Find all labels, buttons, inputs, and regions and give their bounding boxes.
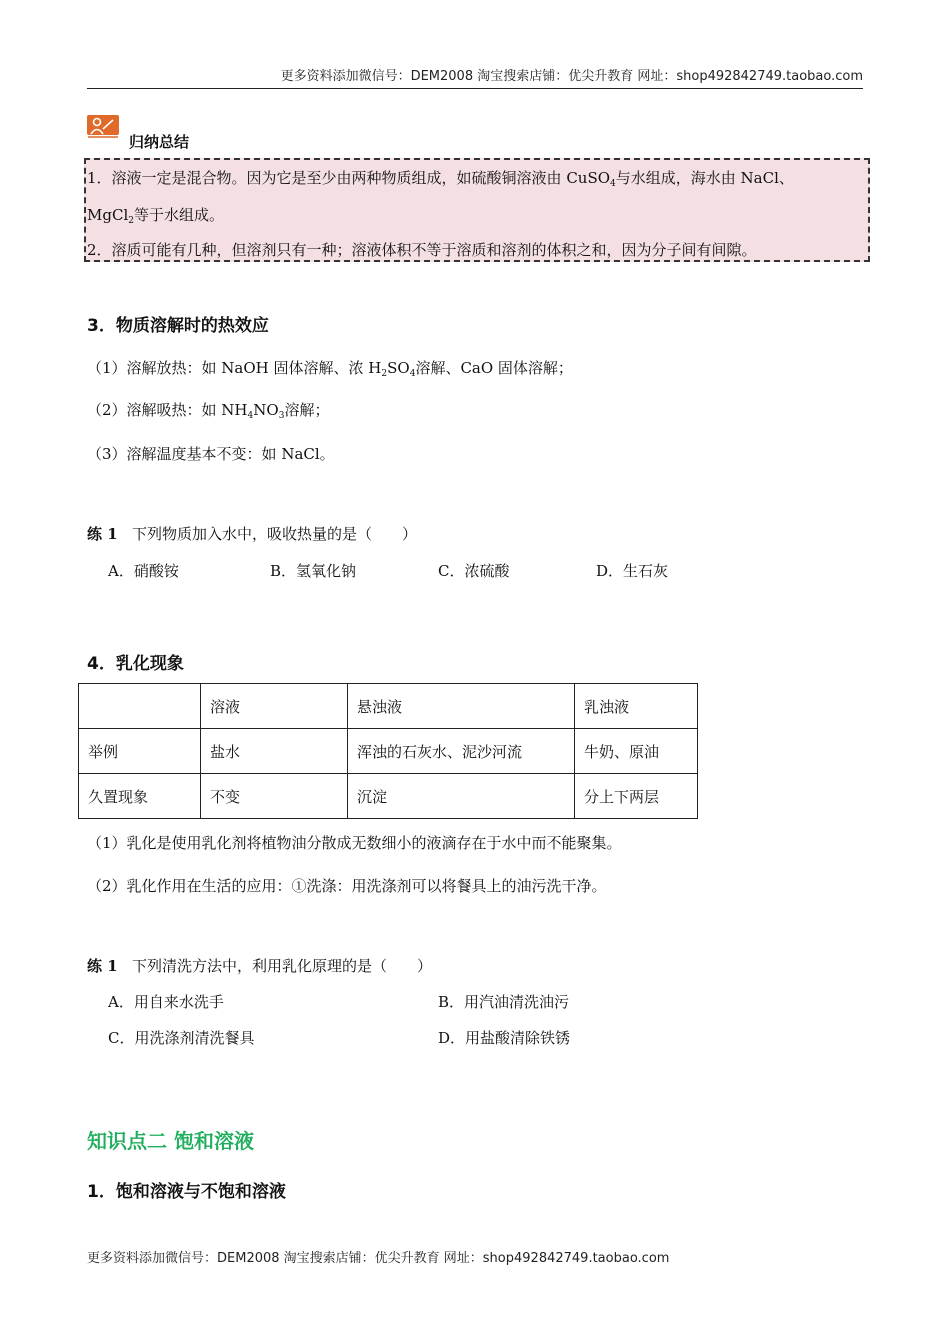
table-cell: 分上下两层 xyxy=(575,774,698,819)
page-header: 更多资料添加微信号：DEM2008 淘宝搜索店铺：优尖升教育 网址：shop492842749.taobao.com xyxy=(87,68,863,89)
exercise-2-option-c[interactable]: C．用洗涤剂清洗餐具 xyxy=(108,1029,255,1047)
exercise-1-question: 练 1 下列物质加入水中，吸收热量的是（ ） xyxy=(87,525,417,543)
section-3-item-1: （1）溶解放热：如 NaOH 固体溶解、浓 $H_2SO_4$溶解、CaO 固体溶解； xyxy=(87,359,573,379)
exercise-2-question: 练 1 下列清洗方法中，利用乳化原理的是（ ） xyxy=(87,957,432,975)
exercise-1-option-c[interactable]: C．浓硫酸 xyxy=(438,562,510,580)
section-3-item-2: （2）溶解吸热：如 $NH_4NO_3$溶解； xyxy=(87,401,330,421)
table-cell: 久置现象 xyxy=(79,774,201,819)
table-cell: 牛奶、原油 xyxy=(575,729,698,774)
teacher-icon xyxy=(86,114,120,138)
exercise-1-option-b[interactable]: B．氢氧化钠 xyxy=(270,562,357,580)
table-cell: 悬浊液 xyxy=(348,684,575,729)
table-cell: 举例 xyxy=(79,729,201,774)
exercise-1-option-a[interactable]: A．硝酸铵 xyxy=(108,562,179,580)
table-cell: 溶液 xyxy=(201,684,348,729)
knowledge-point-2-title: 知识点二 饱和溶液 xyxy=(87,1129,254,1153)
summary-line-1: 1．溶液一定是混合物。因为它是至少由两种物质组成，如硫酸铜溶液由 CuSO$_4$与水组成，海水由 NaCl、 xyxy=(87,169,794,189)
table-cell: 盐水 xyxy=(201,729,348,774)
exercise-1-option-d[interactable]: D．生石灰 xyxy=(596,562,669,580)
table-header-row xyxy=(79,684,698,729)
summary-line-2: MgCl$_2$等于水组成。 xyxy=(87,206,224,226)
section-3-title: 3．物质溶解时的热效应 xyxy=(87,316,269,336)
table-cell xyxy=(79,684,201,729)
knowledge-point-2-subtitle: 1．饱和溶液与不饱和溶液 xyxy=(87,1182,286,1202)
section-4-note-1: （1）乳化是使用乳化剂将植物油分散成无数细小的液滴存在于水中而不能聚集。 xyxy=(87,834,622,852)
table-row xyxy=(79,774,698,819)
summary-title: 归纳总结 xyxy=(129,133,190,151)
exercise-2-option-a[interactable]: A．用自来水洗手 xyxy=(108,993,224,1011)
table-cell: 不变 xyxy=(201,774,348,819)
exercise-2-option-d[interactable]: D．用盐酸清除铁锈 xyxy=(438,1029,571,1047)
table-row xyxy=(79,729,698,774)
exercise-2-option-b[interactable]: B．用汽油清洗油污 xyxy=(438,993,570,1011)
section-3-item-3: （3）溶解温度基本不变：如 NaCl。 xyxy=(87,445,335,463)
section-4-note-2: （2）乳化作用在生活的应用：①洗涤：用洗涤剂可以将餐具上的油污洗干净。 xyxy=(87,877,607,895)
section-4-title: 4．乳化现象 xyxy=(87,654,184,674)
table-cell: 浑浊的石灰水、泥沙河流 xyxy=(348,729,575,774)
summary-line-3: 2．溶质可能有几种，但溶剂只有一种；溶液体积不等于溶质和溶剂的体积之和，因为分子间有间隙。 xyxy=(87,241,757,259)
table-cell: 沉淀 xyxy=(348,774,575,819)
table-cell: 乳浊液 xyxy=(575,684,698,729)
emulsion-table xyxy=(78,683,698,819)
page-footer: 更多资料添加微信号：DEM2008 淘宝搜索店铺：优尖升教育 网址：shop492842749.taobao.com xyxy=(87,1251,670,1266)
